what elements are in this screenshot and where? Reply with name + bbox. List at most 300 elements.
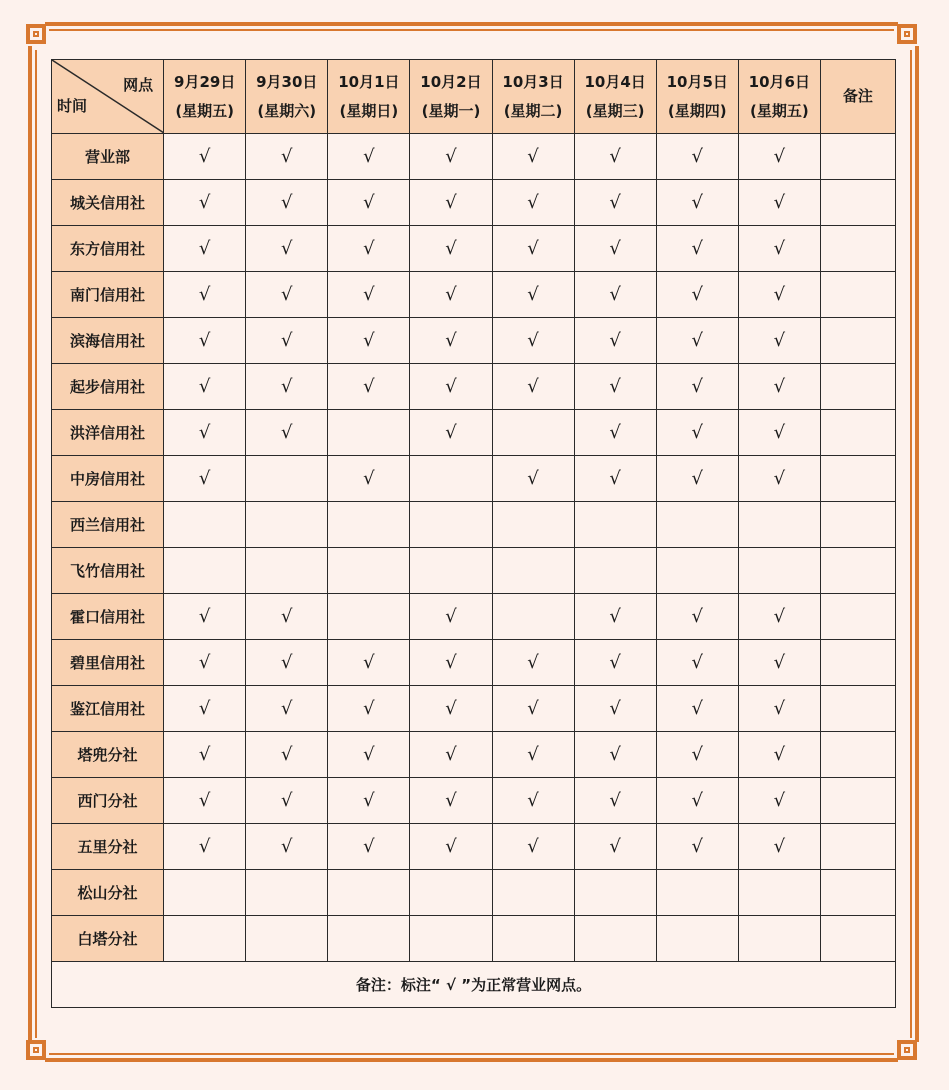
schedule-cell	[738, 226, 820, 272]
schedule-cell	[492, 778, 574, 824]
schedule-cell	[738, 272, 820, 318]
check-mark-icon: √	[363, 744, 375, 765]
schedule-cell	[246, 548, 328, 594]
schedule-cell	[574, 594, 656, 640]
check-mark-icon: √	[198, 744, 211, 765]
branch-name-cell: 南门信用社	[52, 272, 164, 318]
check-mark-icon: √	[363, 836, 375, 857]
frame-left-line	[28, 46, 32, 1042]
check-mark-icon: √	[445, 376, 457, 397]
check-mark-icon: √	[198, 698, 211, 719]
check-mark-icon: √	[691, 744, 703, 765]
table-row	[52, 916, 896, 962]
table-row	[52, 686, 896, 732]
date-header-cell	[246, 60, 328, 134]
branch-name-cell: 碧里信用社	[52, 640, 164, 686]
schedule-cell	[738, 364, 820, 410]
schedule-cell	[328, 916, 410, 962]
branch-name-cell: 西兰信用社	[52, 502, 164, 548]
check-mark-icon: √	[691, 652, 703, 673]
check-mark-icon: √	[445, 422, 457, 443]
remarks-cell	[820, 870, 895, 916]
check-mark-icon: √	[609, 744, 621, 765]
remarks-cell	[820, 916, 895, 962]
weekday-label: (星期五)	[175, 101, 235, 120]
schedule-cell	[164, 364, 246, 410]
schedule-cell	[492, 502, 574, 548]
schedule-cell	[738, 134, 820, 180]
schedule-cell	[164, 916, 246, 962]
branch-name-cell: 滨海信用社	[52, 318, 164, 364]
schedule-cell	[246, 318, 328, 364]
check-mark-icon: √	[527, 836, 539, 857]
schedule-cell	[410, 180, 492, 226]
check-mark-icon: √	[609, 790, 621, 811]
schedule-cell	[410, 456, 492, 502]
frame-top-line	[45, 22, 898, 26]
schedule-cell	[410, 778, 492, 824]
schedule-cell	[574, 364, 656, 410]
schedule-cell	[574, 640, 656, 686]
schedule-cell	[164, 456, 246, 502]
check-mark-icon: √	[691, 376, 703, 397]
remarks-cell	[820, 410, 895, 456]
check-mark-icon: √	[363, 284, 375, 305]
schedule-cell	[492, 180, 574, 226]
remarks-cell	[820, 594, 895, 640]
check-mark-icon: √	[773, 422, 786, 443]
check-mark-icon: √	[445, 330, 457, 351]
remarks-header-cell: 备注	[820, 60, 895, 134]
schedule-cell	[328, 272, 410, 318]
check-mark-icon: √	[281, 422, 293, 443]
check-mark-icon: √	[281, 744, 293, 765]
branch-name-cell: 城关信用社	[52, 180, 164, 226]
branch-name-cell: 飞竹信用社	[52, 548, 164, 594]
schedule-cell	[492, 364, 574, 410]
schedule-cell	[246, 272, 328, 318]
date-label: 10月1日	[338, 72, 400, 91]
check-mark-icon: √	[363, 192, 375, 213]
check-mark-icon: √	[527, 652, 539, 673]
check-mark-icon: √	[691, 790, 703, 811]
check-mark-icon: √	[445, 146, 457, 167]
check-mark-icon: √	[527, 698, 539, 719]
date-header-cell	[656, 60, 738, 134]
check-mark-icon: √	[773, 284, 786, 305]
schedule-cell	[328, 226, 410, 272]
check-mark-icon: √	[198, 284, 211, 305]
remarks-cell	[820, 824, 895, 870]
schedule-cell	[164, 824, 246, 870]
schedule-cell	[164, 134, 246, 180]
check-mark-icon: √	[281, 238, 293, 259]
check-mark-icon: √	[527, 284, 539, 305]
weekday-label: (星期一)	[421, 101, 481, 120]
schedule-cell	[246, 916, 328, 962]
branch-name-cell: 五里分社	[52, 824, 164, 870]
corner-label-time: 时间	[57, 97, 88, 115]
remarks-cell	[820, 640, 895, 686]
check-mark-icon: √	[363, 468, 375, 489]
table-row	[52, 318, 896, 364]
weekday-label: (星期五)	[749, 101, 809, 120]
schedule-cell	[328, 778, 410, 824]
schedule-cell	[656, 272, 738, 318]
schedule-cell	[410, 410, 492, 456]
schedule-cell	[656, 594, 738, 640]
remarks-cell	[820, 456, 895, 502]
branch-name-cell: 中房信用社	[52, 456, 164, 502]
schedule-cell	[246, 686, 328, 732]
check-mark-icon: √	[445, 698, 457, 719]
schedule-cell	[574, 410, 656, 456]
schedule-cell	[410, 916, 492, 962]
frame-corner-bottom-left	[26, 1040, 46, 1060]
schedule-cell	[738, 318, 820, 364]
check-mark-icon: √	[527, 238, 539, 259]
check-mark-icon: √	[691, 330, 703, 351]
frame-top-line-inner	[49, 29, 894, 31]
schedule-cell	[164, 640, 246, 686]
table-row	[52, 180, 896, 226]
schedule-cell	[656, 732, 738, 778]
schedule-cell	[410, 594, 492, 640]
remarks-cell	[820, 272, 895, 318]
schedule-cell	[574, 686, 656, 732]
schedule-cell	[164, 594, 246, 640]
schedule-cell	[656, 824, 738, 870]
schedule-cell	[656, 916, 738, 962]
weekday-label: (星期四)	[667, 101, 727, 120]
schedule-cell	[410, 364, 492, 410]
schedule-cell	[410, 732, 492, 778]
check-mark-icon: √	[198, 468, 211, 489]
corner-header-cell	[52, 60, 164, 134]
schedule-cell	[246, 134, 328, 180]
schedule-cell	[738, 456, 820, 502]
check-mark-icon: √	[363, 238, 375, 259]
check-mark-icon: √	[281, 146, 293, 167]
frame-corner-bottom-right	[897, 1040, 917, 1060]
check-mark-icon: √	[198, 146, 211, 167]
schedule-cell	[656, 778, 738, 824]
check-mark-icon: √	[363, 652, 375, 673]
schedule-cell	[246, 410, 328, 456]
schedule-cell	[738, 732, 820, 778]
date-header-cell	[574, 60, 656, 134]
schedule-cell	[410, 640, 492, 686]
schedule-cell	[410, 272, 492, 318]
check-mark-icon: √	[773, 146, 786, 167]
schedule-cell	[656, 180, 738, 226]
footnote-row	[52, 962, 896, 1008]
schedule-cell	[738, 410, 820, 456]
schedule-cell	[492, 272, 574, 318]
remarks-cell	[820, 732, 895, 778]
schedule-cell	[492, 916, 574, 962]
check-mark-icon: √	[691, 836, 703, 857]
schedule-cell	[656, 502, 738, 548]
schedule-cell	[328, 824, 410, 870]
check-mark-icon: √	[773, 376, 786, 397]
table-row	[52, 364, 896, 410]
schedule-cell	[492, 686, 574, 732]
check-mark-icon: √	[363, 698, 375, 719]
check-mark-icon: √	[198, 238, 211, 259]
schedule-cell	[328, 502, 410, 548]
check-mark-icon: √	[445, 192, 457, 213]
schedule-cell	[492, 732, 574, 778]
schedule-cell	[492, 226, 574, 272]
schedule-cell	[656, 134, 738, 180]
schedule-cell	[656, 686, 738, 732]
check-mark-icon: √	[198, 376, 211, 397]
check-mark-icon: √	[445, 284, 457, 305]
schedule-cell	[328, 686, 410, 732]
schedule-cell	[246, 640, 328, 686]
schedule-cell	[246, 778, 328, 824]
check-mark-icon: √	[773, 192, 786, 213]
frame-left-line-inner	[35, 50, 37, 1038]
date-header-cell	[410, 60, 492, 134]
schedule-cell	[492, 410, 574, 456]
schedule-cell	[246, 456, 328, 502]
corner-label-branch: 网点	[123, 76, 154, 94]
remarks-cell	[820, 778, 895, 824]
schedule-cell	[656, 318, 738, 364]
schedule-cell	[328, 732, 410, 778]
schedule-cell	[492, 870, 574, 916]
check-mark-icon: √	[281, 192, 293, 213]
schedule-cell	[492, 456, 574, 502]
table-row	[52, 502, 896, 548]
check-mark-icon: √	[773, 468, 786, 489]
schedule-cell	[492, 134, 574, 180]
check-mark-icon: √	[691, 284, 703, 305]
frame-bottom-line	[45, 1058, 898, 1062]
schedule-cell	[328, 870, 410, 916]
schedule-cell	[656, 364, 738, 410]
check-mark-icon: √	[527, 744, 539, 765]
check-mark-icon: √	[198, 330, 211, 351]
schedule-cell	[656, 548, 738, 594]
check-mark-icon: √	[691, 192, 703, 213]
schedule-cell	[738, 778, 820, 824]
schedule-cell	[656, 410, 738, 456]
table-row	[52, 594, 896, 640]
check-mark-icon: √	[363, 790, 375, 811]
schedule-cell	[410, 870, 492, 916]
branch-name-cell: 鉴江信用社	[52, 686, 164, 732]
remarks-cell	[820, 134, 895, 180]
check-mark-icon: √	[363, 146, 375, 167]
frame-corner-top-left	[26, 24, 46, 44]
weekday-label: (星期六)	[257, 101, 317, 120]
check-mark-icon: √	[198, 790, 211, 811]
check-mark-icon: √	[691, 422, 703, 443]
schedule-cell	[738, 870, 820, 916]
check-mark-icon: √	[609, 652, 621, 673]
check-mark-icon: √	[609, 192, 621, 213]
schedule-cell	[738, 180, 820, 226]
schedule-cell	[738, 824, 820, 870]
check-mark-icon: √	[281, 606, 293, 627]
table-row	[52, 226, 896, 272]
check-mark-icon: √	[281, 698, 293, 719]
check-mark-icon: √	[527, 468, 539, 489]
schedule-cell	[738, 502, 820, 548]
schedule-cell	[574, 134, 656, 180]
check-mark-icon: √	[363, 376, 375, 397]
branch-name-cell: 洪洋信用社	[52, 410, 164, 456]
check-mark-icon: √	[609, 376, 621, 397]
remarks-cell	[820, 502, 895, 548]
weekday-label: (星期三)	[585, 101, 645, 120]
schedule-cell	[328, 134, 410, 180]
table-row	[52, 732, 896, 778]
branch-name-cell: 起步信用社	[52, 364, 164, 410]
check-mark-icon: √	[609, 836, 621, 857]
schedule-cell	[656, 456, 738, 502]
schedule-cell	[164, 272, 246, 318]
check-mark-icon: √	[281, 652, 293, 673]
schedule-cell	[328, 410, 410, 456]
schedule-cell	[492, 318, 574, 364]
schedule-cell	[246, 732, 328, 778]
check-mark-icon: √	[773, 744, 786, 765]
remarks-cell	[820, 226, 895, 272]
header-row	[52, 60, 896, 134]
remarks-cell	[820, 686, 895, 732]
schedule-cell	[328, 180, 410, 226]
check-mark-icon: √	[691, 238, 703, 259]
weekday-label: (星期日)	[339, 101, 399, 120]
check-mark-icon: √	[773, 836, 786, 857]
schedule-cell	[328, 594, 410, 640]
check-mark-icon: √	[445, 744, 457, 765]
schedule-cell	[164, 732, 246, 778]
schedule-cell	[164, 318, 246, 364]
check-mark-icon: √	[527, 192, 539, 213]
schedule-cell	[738, 686, 820, 732]
check-mark-icon: √	[691, 468, 703, 489]
check-mark-icon: √	[773, 652, 786, 673]
date-label: 9月30日	[256, 72, 318, 91]
check-mark-icon: √	[198, 192, 211, 213]
check-mark-icon: √	[281, 284, 293, 305]
date-label: 10月4日	[584, 72, 646, 91]
check-mark-icon: √	[198, 606, 211, 627]
check-mark-icon: √	[198, 652, 211, 673]
check-mark-icon: √	[773, 606, 786, 627]
schedule-cell	[574, 456, 656, 502]
schedule-cell	[656, 640, 738, 686]
check-mark-icon: √	[445, 652, 457, 673]
check-mark-icon: √	[773, 790, 786, 811]
frame-right-line	[915, 46, 919, 1042]
schedule-cell	[574, 180, 656, 226]
date-label: 10月3日	[502, 72, 564, 91]
weekday-label: (星期二)	[503, 101, 563, 120]
remarks-cell	[820, 364, 895, 410]
check-mark-icon: √	[691, 606, 703, 627]
check-mark-icon: √	[445, 836, 457, 857]
check-mark-icon: √	[609, 284, 621, 305]
footnote: 备注：标注“ √ ”为正常营业网点。	[52, 962, 896, 1008]
schedule-cell	[246, 824, 328, 870]
schedule-cell	[656, 870, 738, 916]
table-row	[52, 272, 896, 318]
schedule-cell	[492, 548, 574, 594]
table-row	[52, 640, 896, 686]
table-row	[52, 548, 896, 594]
date-header-cell	[164, 60, 246, 134]
table-row	[52, 824, 896, 870]
schedule-cell	[328, 364, 410, 410]
schedule-cell	[574, 778, 656, 824]
check-mark-icon: √	[281, 836, 293, 857]
remarks-cell	[820, 318, 895, 364]
schedule-cell	[656, 226, 738, 272]
check-mark-icon: √	[445, 790, 457, 811]
remarks-cell	[820, 548, 895, 594]
date-label: 10月6日	[748, 72, 810, 91]
schedule-cell	[246, 180, 328, 226]
check-mark-icon: √	[609, 330, 621, 351]
check-mark-icon: √	[609, 146, 621, 167]
date-label: 9月29日	[174, 72, 236, 91]
schedule-cell	[410, 318, 492, 364]
schedule-cell	[246, 870, 328, 916]
schedule-cell	[164, 548, 246, 594]
branch-name-cell: 营业部	[52, 134, 164, 180]
schedule-cell	[574, 870, 656, 916]
schedule-cell	[738, 640, 820, 686]
check-mark-icon: √	[445, 606, 457, 627]
branch-name-cell: 西门分社	[52, 778, 164, 824]
schedule-cell	[328, 640, 410, 686]
check-mark-icon: √	[609, 468, 621, 489]
check-mark-icon: √	[773, 698, 786, 719]
schedule-cell	[246, 226, 328, 272]
date-header-cell	[738, 60, 820, 134]
schedule-cell	[164, 410, 246, 456]
check-mark-icon: √	[609, 238, 621, 259]
check-mark-icon: √	[281, 376, 293, 397]
branch-name-cell: 塔兜分社	[52, 732, 164, 778]
check-mark-icon: √	[281, 330, 293, 351]
schedule-cell	[246, 364, 328, 410]
schedule-cell	[328, 548, 410, 594]
table-row	[52, 870, 896, 916]
branch-name-cell: 白塔分社	[52, 916, 164, 962]
schedule-cell	[164, 778, 246, 824]
remarks-cell	[820, 180, 895, 226]
schedule-cell	[410, 502, 492, 548]
check-mark-icon: √	[609, 698, 621, 719]
date-header-cell	[328, 60, 410, 134]
schedule-cell	[738, 916, 820, 962]
schedule-cell	[574, 732, 656, 778]
check-mark-icon: √	[691, 698, 703, 719]
schedule-cell	[574, 226, 656, 272]
branch-name-cell: 东方信用社	[52, 226, 164, 272]
table-row	[52, 456, 896, 502]
schedule-cell	[574, 502, 656, 548]
check-mark-icon: √	[281, 790, 293, 811]
branch-name-cell: 霍口信用社	[52, 594, 164, 640]
